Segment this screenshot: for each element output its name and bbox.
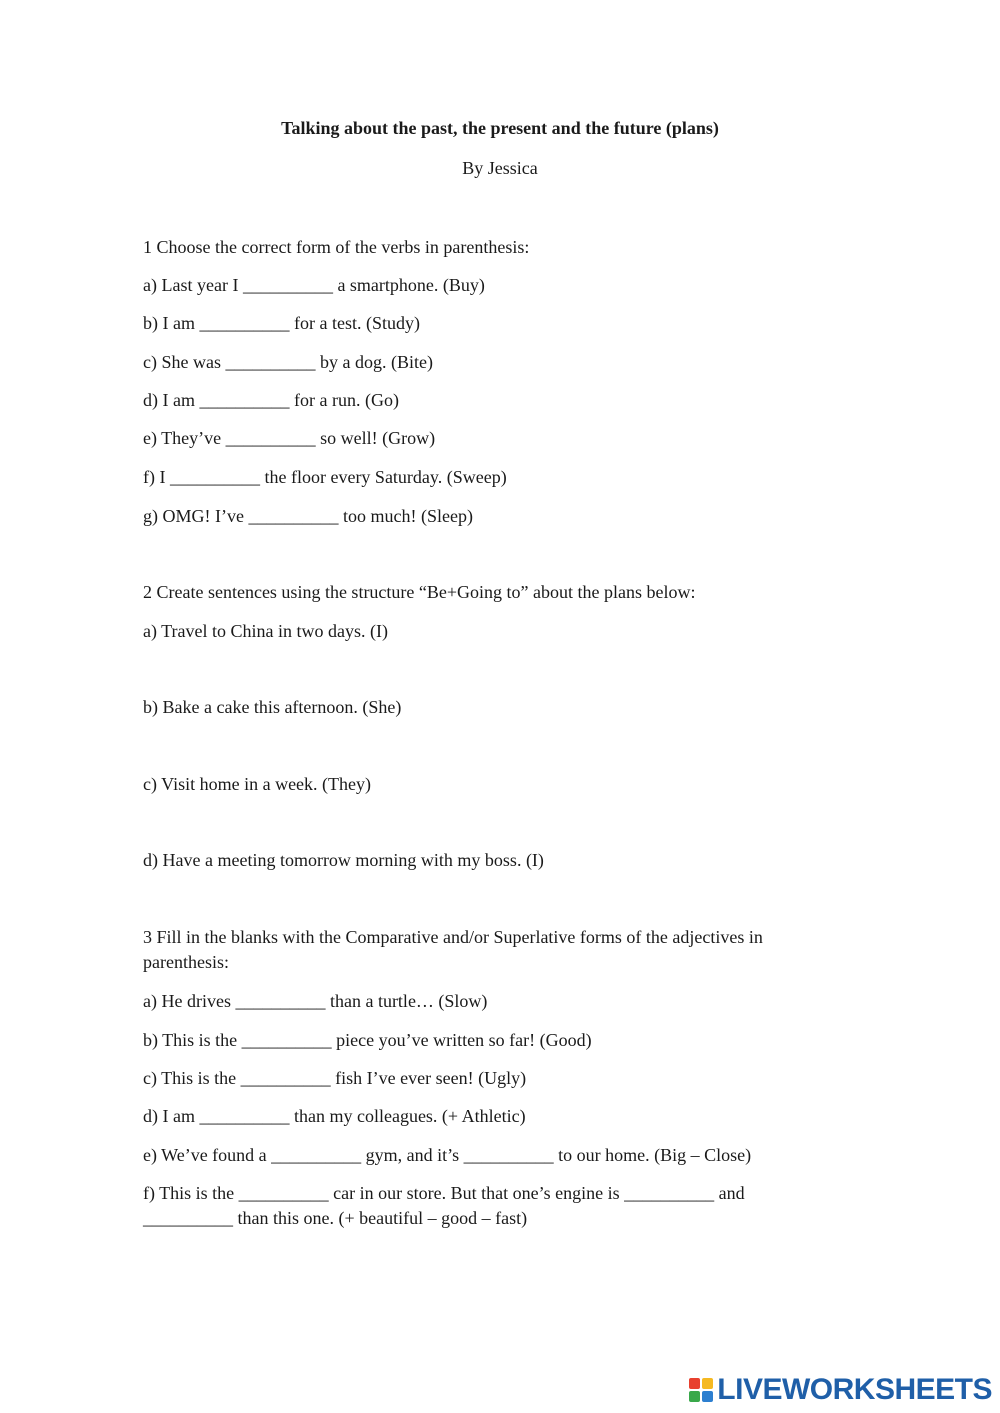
section-1-item-f: f) I __________ the floor every Saturday. (Sweep) (143, 467, 507, 487)
section-3-heading: 3 Fill in the blanks with the Comparative and/or Superlative forms of the adjectives in parenthesis: (143, 927, 763, 972)
section-3-item-a: a) He drives __________ than a turtle… (Slow) (143, 991, 488, 1011)
section-1-item-a: a) Last year I __________ a smartphone. (Buy) (143, 275, 485, 295)
logo-text: LIVEWORKSHEETS (717, 1373, 992, 1406)
section-2-item-b: b) Bake a cake this afternoon. (She) (143, 697, 402, 717)
logo-block-blue (702, 1391, 713, 1402)
section-1-item-b: b) I am __________ for a test. (Study) (143, 313, 420, 333)
logo-blocks-icon (689, 1378, 713, 1402)
section-3-item-e: e) We’ve found a __________ gym, and it’s __________ to our home. (Big – Close) (143, 1145, 752, 1165)
section-3-item-b: b) This is the __________ piece you’ve written so far! (Good) (143, 1030, 592, 1050)
section-1-item-g: g) OMG! I’ve __________ too much! (Sleep) (143, 506, 473, 526)
logo-block-green (689, 1391, 700, 1402)
liveworksheets-logo[interactable] (689, 1373, 992, 1407)
document-author: By Jessica (462, 158, 538, 178)
section-1-item-d: d) I am __________ for a run. (Go) (143, 390, 399, 410)
section-2-heading: 2 Create sentences using the structure “Be+Going to” about the plans below: (143, 582, 696, 602)
section-3-item-d: d) I am __________ than my colleagues. (+ Athletic) (143, 1106, 526, 1126)
section-2-item-d: d) Have a meeting tomorrow morning with my boss. (I) (143, 850, 544, 870)
section-2-item-c: c) Visit home in a week. (They) (143, 774, 372, 794)
section-3-item-f: f) This is the __________ car in our store. But that one’s engine is __________ and __________ than this one. (+ beautiful – good – fast) (143, 1183, 745, 1228)
section-2-item-a: a) Travel to China in two days. (I) (143, 621, 388, 641)
section-1-item-c: c) She was __________ by a dog. (Bite) (143, 352, 433, 372)
document-title: Talking about the past, the present and the future (plans) (281, 118, 719, 138)
section-1-item-e: e) They’ve __________ so well! (Grow) (143, 428, 436, 448)
logo-block-red (689, 1378, 700, 1389)
section-3-item-c: c) This is the __________ fish I’ve ever seen! (Ugly) (143, 1068, 527, 1088)
logo-block-yellow (702, 1378, 713, 1389)
section-1-heading: 1 Choose the correct form of the verbs in parenthesis: (143, 237, 530, 257)
